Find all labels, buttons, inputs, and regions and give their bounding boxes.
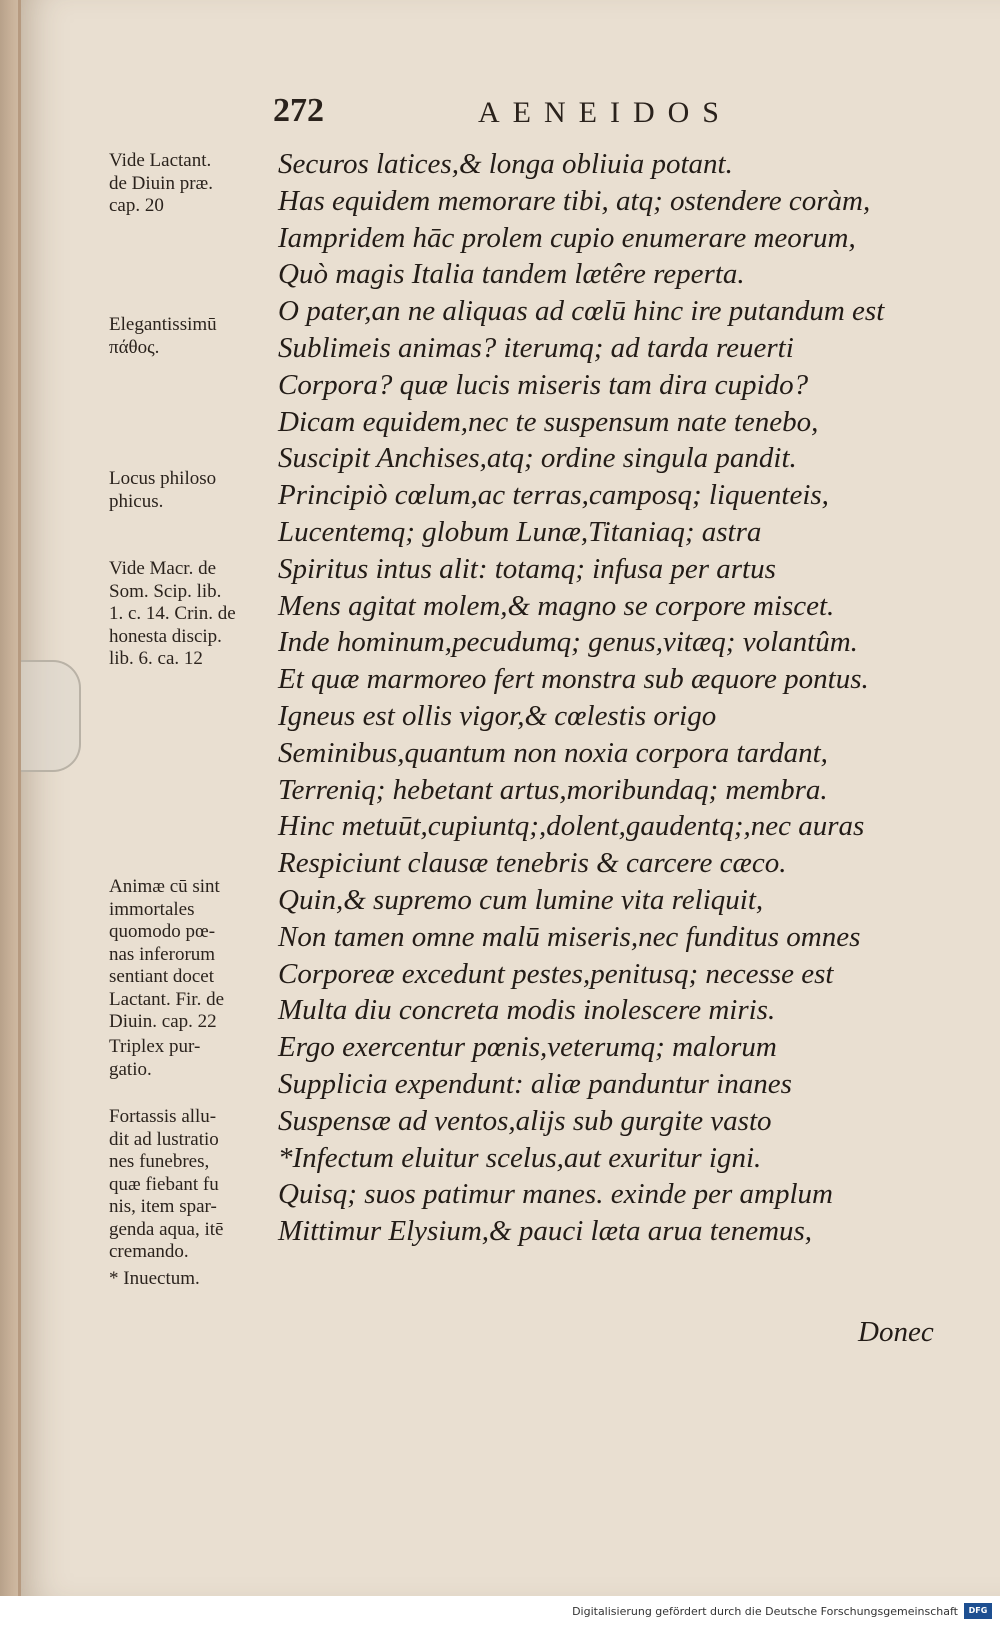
side-note-line: Animæ cū sint (109, 876, 220, 897)
page-clip (21, 660, 81, 772)
side-note-line: Vide Lactant. (109, 150, 212, 171)
side-note-line: cap. 20 (109, 195, 164, 216)
page-number: 272 (273, 92, 324, 129)
catchword: Donec (858, 1316, 934, 1348)
side-note-line: lib. 6. ca. 12 (109, 648, 203, 669)
side-note-line: Vide Macr. de (109, 558, 217, 579)
side-note (109, 1036, 271, 1081)
footer-credit: Digitalisierung gefördert durch die Deutsche Forschungsgemeinschaft (572, 1605, 958, 1618)
side-note (109, 876, 271, 1034)
page-header (273, 92, 813, 142)
side-note-line: quæ fiebant fu (109, 1173, 219, 1195)
side-note-line: sentiant docet (109, 966, 214, 987)
verse-line: Lucentemq; globum Lunæ,Titaniaq; astra (278, 515, 762, 548)
verse-line: Terreniq; hebetant artus,moribundaq; membra. (278, 773, 828, 806)
verse-line: Securos latices,& longa obliuia potant. (278, 148, 733, 180)
verse-line: Multa diu concreta modis inolescere miris. (278, 994, 776, 1027)
verse-line: Supplicia expendunt: aliæ panduntur inanes (278, 1067, 792, 1100)
verse-line: Inde hominum,pecudumq; genus,vitæq; volantûm. (278, 626, 858, 659)
side-note-line: nis, item spar- (109, 1196, 217, 1217)
verse-line: Spiritus intus alit: totamq; infusa per artus (278, 552, 776, 585)
digitization-footer (0, 1596, 1000, 1629)
side-note (109, 1268, 271, 1291)
side-note-line: Elegantissimū (109, 314, 217, 335)
verse-line: Principiò cœlum,ac terras,camposq; liquenteis, (278, 479, 829, 512)
verse-text (278, 146, 968, 1250)
verse-line: Seminibus,quantum non noxia corpora tardant, (278, 736, 828, 769)
side-note-line: nas inferorum (109, 943, 216, 965)
side-note-line: πάθος. (109, 336, 160, 358)
side-note-line: Fortassis allu- (109, 1106, 217, 1127)
verse-line: Ergo exercentur pœnis,veterumq; malorum (278, 1031, 777, 1064)
verse-line: Suscipit Anchises,atq; ordine singula pandit. (278, 442, 797, 475)
verse-line: *Infectum eluitur scelus,aut exuritur igni. (278, 1141, 762, 1174)
side-note (109, 150, 271, 218)
verse-line: Sublimeis animas? iterumq; ad tarda reuerti (278, 331, 794, 364)
verse-line: Mittimur Elysium,& pauci læta arua tenemus, (278, 1215, 813, 1248)
verse-line: Corporeæ excedunt pestes,penitusq; necesse est (278, 957, 834, 990)
verse-line: Has equidem memorare tibi, atq; ostendere coràm, (278, 184, 871, 217)
side-note (109, 1106, 271, 1264)
verse-line: Igneus est ollis vigor,& cœlestis origo (278, 699, 717, 732)
verse-line: Iampridem hāc prolem cupio enumerare meorum, (278, 221, 856, 254)
dfg-logo-icon: DFG (964, 1603, 992, 1619)
side-note-line: immortales (109, 898, 195, 920)
verse-line: Quisq; suos patimur manes. exinde per amplum (278, 1178, 833, 1211)
side-note-line: nes funebres, (109, 1151, 210, 1172)
side-note-line: Diuin. cap. 22 (109, 1011, 217, 1032)
side-note-line: Lactant. Fir. de (109, 988, 225, 1010)
side-note-line: Som. Scip. lib. (109, 580, 222, 602)
running-head: AENEIDOS (478, 96, 732, 129)
verse-line: Respiciunt clausæ tenebris & carcere cæco. (278, 847, 787, 880)
verse-line: Quò magis Italia tandem lætêre reperta. (278, 258, 745, 291)
verse-line: Dicam equidem,nec te suspensum nate tenebo, (278, 405, 819, 438)
side-note (109, 468, 271, 513)
verse-line: Suspensæ ad ventos,alijs sub gurgite vasto (278, 1104, 772, 1137)
side-note (109, 314, 271, 359)
side-note-line: genda aqua, itē (109, 1218, 224, 1240)
side-note-line: * Inuectum. (109, 1268, 200, 1289)
verse-line: Mens agitat molem,& magno se corpore miscet. (278, 589, 835, 622)
verse-line: Quin,& supremo cum lumine vita reliquit, (278, 883, 764, 916)
side-note-line: dit ad lustratio (109, 1128, 219, 1150)
side-note-line: Triplex pur- (109, 1036, 201, 1057)
side-note (109, 558, 271, 671)
verse-line: Corpora? quæ lucis miseris tam dira cupido? (278, 368, 809, 401)
verse-line: Non tamen omne malū miseris,nec funditus omnes (278, 920, 861, 953)
side-note-line: de Diuin præ. (109, 172, 213, 194)
verse-line: O pater,an ne aliquas ad cœlū hinc ire putandum est (278, 295, 885, 328)
side-note-line: honesta discip. (109, 625, 222, 647)
verse-line: Et quæ marmoreo fert monstra sub æquore pontus. (278, 663, 869, 696)
side-note-line: gatio. (109, 1058, 152, 1080)
side-note-line: phicus. (109, 490, 164, 512)
side-note-line: cremando. (109, 1241, 189, 1262)
verse-line: Hinc metuūt,cupiuntq;,dolent,gaudentq;,nec auras (278, 810, 865, 843)
side-note-line: quomodo pœ- (109, 921, 216, 942)
side-note-line: 1. c. 14. Crin. de (109, 603, 236, 624)
side-note-line: Locus philoso (109, 468, 217, 489)
